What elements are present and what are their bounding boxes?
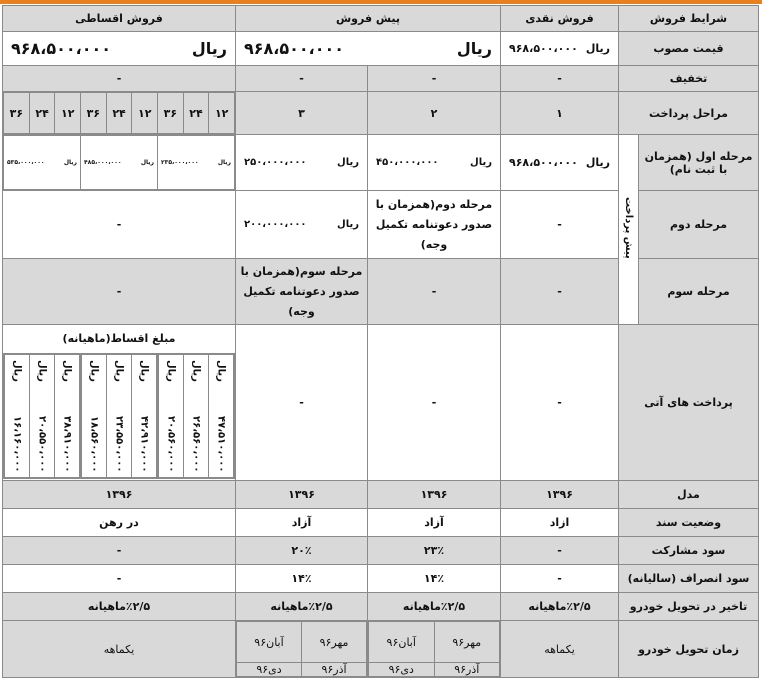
month-cell: ۱۲ <box>209 93 235 134</box>
stage1-inst-rial: ریال <box>217 159 231 166</box>
stage2-pre-b <box>236 191 368 259</box>
future-value: ۳۸،۹۱۰،۰۰۰ <box>61 415 73 472</box>
label-stage-1: مرحله اول (همزمان با ثبت نام) <box>639 135 759 191</box>
model-pre-b: ۱۳۹۶ <box>236 481 368 509</box>
price-installment <box>3 32 236 66</box>
month-cell: ۱۲ <box>55 93 81 134</box>
month-cell: ۱۲ <box>132 93 158 134</box>
row-model <box>3 481 759 509</box>
month-cell: ۲۴ <box>29 93 55 134</box>
top-accent-bar <box>0 0 762 4</box>
stage1-inst-value: ۲۳۵،۰۰۰،۰۰۰ <box>161 159 199 166</box>
row-approved-price <box>3 32 759 66</box>
delivery-month: آبان۹۶ <box>369 622 435 663</box>
label-cancel: سود انصراف (سالیانه) <box>619 565 759 593</box>
model-cash: ۱۳۹۶ <box>501 481 619 509</box>
cancel-pre-b: ۱۴٪ <box>236 565 368 593</box>
discount-installment: - <box>3 66 236 92</box>
stage1-inst-cell <box>4 136 81 190</box>
row-future-payments <box>3 325 759 481</box>
row-cancel <box>3 565 759 593</box>
future-value: ۲۳،۵۵۰،۰۰۰ <box>113 415 125 472</box>
future-rial: ریال <box>215 360 227 382</box>
row-partnership <box>3 537 759 565</box>
future-value: ۲۶،۵۶۰،۰۰۰ <box>190 415 202 472</box>
row-discount <box>3 66 759 92</box>
stage1-inst-cell <box>158 136 235 190</box>
stage1-inst-value: ۴۸۵،۰۰۰،۰۰۰ <box>84 159 122 166</box>
future-pre-a: - <box>368 325 501 481</box>
delivery-month: دی۹۶ <box>369 663 435 677</box>
row-stage-3 <box>3 259 759 325</box>
future-value: ۱۸،۵۶۰،۰۰۰ <box>88 415 100 472</box>
partnership-cash: - <box>501 537 619 565</box>
stage1-pre-b-rial: ریال <box>337 157 359 168</box>
label-discount: تخفیف <box>619 66 759 92</box>
cancel-installment: - <box>3 565 236 593</box>
row-stage-1 <box>3 135 759 191</box>
doc-cash: ازاد <box>501 509 619 537</box>
month-cell: ۳۶ <box>4 93 30 134</box>
stage1-inst-value: ۵۳۵،۰۰۰،۰۰۰ <box>7 159 45 166</box>
price-presale-rial: ریال <box>456 39 492 58</box>
stage1-pre-a-rial: ریال <box>470 157 492 168</box>
price-installment-value: ۹۶۸،۵۰۰،۰۰۰ <box>11 39 112 58</box>
future-cell <box>159 355 184 478</box>
partnership-pre-b: ۲۰٪ <box>236 537 368 565</box>
delay-pre-a: ٪۲/۵ماهیانه <box>368 593 501 621</box>
future-installment <box>3 325 236 481</box>
label-payment-stages: مراحل پرداخت <box>619 92 759 135</box>
row-payment-stages <box>3 92 759 135</box>
label-prepayment: پیش پرداخت <box>623 197 634 259</box>
month-cell: ۳۶ <box>81 93 107 134</box>
stage1-inst-rial: ریال <box>63 159 77 166</box>
delivery-pre-a-grid <box>368 621 500 677</box>
future-rial: ریال <box>138 360 150 382</box>
cancel-pre-a: ۱۴٪ <box>368 565 501 593</box>
stage1-installment-grid <box>3 135 235 190</box>
header-installment: فروش اقساطی <box>3 6 236 32</box>
label-approved-price: قیمت مصوب <box>619 32 759 66</box>
stage1-inst-rial: ریال <box>140 159 154 166</box>
cancel-cash: - <box>501 565 619 593</box>
delivery-pre-a <box>368 621 501 678</box>
future-rial: ریال <box>11 360 23 382</box>
label-delivery: زمان تحویل خودرو <box>619 621 759 678</box>
price-presale-value: ۹۶۸،۵۰۰،۰۰۰ <box>244 39 345 58</box>
delay-cash: ٪۲/۵ماهیانه <box>501 593 619 621</box>
stage2-pre-b-value: ۲۰۰،۰۰۰،۰۰۰ <box>244 219 307 230</box>
stage3-pre-a: - <box>368 259 501 325</box>
label-future-payments: پرداخت های آتی <box>619 325 759 481</box>
stages-pre-b: ۳ <box>236 92 368 135</box>
row-stage-2 <box>3 191 759 259</box>
stage1-cash-value: ۹۶۸،۵۰۰،۰۰۰ <box>509 156 578 169</box>
future-cell <box>82 355 107 478</box>
discount-cash: - <box>501 66 619 92</box>
row-doc-status <box>3 509 759 537</box>
future-value: ۴۲،۹۱۰،۰۰۰ <box>138 415 150 472</box>
stage2-pre-b-rial: ریال <box>337 219 359 230</box>
stage2-installment: - <box>3 191 236 259</box>
future-value: ۴۷،۵۱۰،۰۰۰ <box>215 415 227 472</box>
future-cash: - <box>501 325 619 481</box>
partnership-pre-a: ۲۳٪ <box>368 537 501 565</box>
doc-pre-a: آزاد <box>368 509 501 537</box>
delivery-pre-b-grid <box>236 621 367 677</box>
future-group-grid <box>158 354 234 478</box>
stage1-pre-b <box>236 135 368 191</box>
model-pre-a: ۱۳۹۶ <box>368 481 501 509</box>
doc-pre-b: آزاد <box>236 509 368 537</box>
future-cell <box>132 355 157 478</box>
future-cell <box>107 355 132 478</box>
header-cash: فروش نقدی <box>501 6 619 32</box>
price-cash-rial: ریال <box>585 42 610 55</box>
future-group-3 <box>4 354 81 479</box>
delivery-month: آذر۹۶ <box>434 663 500 677</box>
stage3-cash: - <box>501 259 619 325</box>
header-row <box>3 6 759 32</box>
price-cash <box>501 32 619 66</box>
delivery-month: آبان۹۶ <box>237 622 302 663</box>
header-presale: پیش فروش <box>236 6 501 32</box>
stage1-pre-b-value: ۲۵۰،۰۰۰،۰۰۰ <box>244 157 307 168</box>
discount-pre-a: - <box>368 66 501 92</box>
future-cell <box>184 355 209 478</box>
delivery-month: آذر۹۶ <box>302 663 367 677</box>
stage1-cash <box>501 135 619 191</box>
stage2-cash: - <box>501 191 619 259</box>
future-rial: ریال <box>113 360 125 382</box>
label-stage-2: مرحله دوم <box>639 191 759 259</box>
future-rial: ریال <box>165 360 177 382</box>
future-rial: ریال <box>36 360 48 382</box>
stages-months-grid <box>3 92 235 134</box>
future-cell <box>55 355 80 478</box>
month-cell: ۲۴ <box>183 93 209 134</box>
delivery-installment: یکماهه <box>3 621 236 678</box>
delivery-month: مهر۹۶ <box>302 622 367 663</box>
future-value: ۱۶،۱۶۰،۰۰۰ <box>11 415 23 472</box>
label-partnership: سود مشارکت <box>619 537 759 565</box>
future-cell <box>5 355 30 478</box>
partnership-installment: - <box>3 537 236 565</box>
future-group-grid <box>81 354 157 478</box>
stage3-pre-b-note: مرحله سوم(همزمان با صدور دعوتنامه تکمیل وجه) <box>236 259 368 325</box>
discount-pre-b: - <box>236 66 368 92</box>
stage1-inst-cell <box>81 136 158 190</box>
stage1-cash-rial: ریال <box>585 156 610 169</box>
month-cell: ۳۶ <box>158 93 184 134</box>
future-pre-b: - <box>236 325 368 481</box>
future-title: مبلغ اقساط(ماهیانه) <box>62 332 176 345</box>
future-group-grid <box>4 354 80 478</box>
future-value: ۲۰،۵۵۰،۰۰۰ <box>36 415 48 472</box>
stages-pre-a: ۲ <box>368 92 501 135</box>
month-cell: ۲۴ <box>106 93 132 134</box>
label-doc-status: وضعیت سند <box>619 509 759 537</box>
future-group-2 <box>81 354 158 479</box>
price-presale <box>236 32 501 66</box>
stage3-installment: - <box>3 259 236 325</box>
stage2-pre-a-note: مرحله دوم(همزمان با صدور دعوتنامه تکمیل وجه) <box>368 191 501 259</box>
model-installment: ۱۳۹۶ <box>3 481 236 509</box>
future-cell <box>30 355 55 478</box>
price-cash-value: ۹۶۸،۵۰۰،۰۰۰ <box>509 42 578 55</box>
future-group-1 <box>158 354 235 479</box>
future-rial: ریال <box>190 360 202 382</box>
delay-installment: ٪۲/۵ماهیانه <box>3 593 236 621</box>
price-installment-rial: ریال <box>191 39 227 58</box>
delivery-pre-b <box>236 621 368 678</box>
future-rial: ریال <box>88 360 100 382</box>
future-cell <box>209 355 234 478</box>
delay-pre-b: ٪۲/۵ماهیانه <box>236 593 368 621</box>
doc-installment: در رهن <box>3 509 236 537</box>
prepayment-side <box>619 135 639 325</box>
label-model: مدل <box>619 481 759 509</box>
header-conditions: شرایط فروش <box>619 6 759 32</box>
delivery-month: مهر۹۶ <box>434 622 500 663</box>
label-stage-3: مرحله سوم <box>639 259 759 325</box>
stage1-installment <box>3 135 236 191</box>
sales-conditions-table <box>2 5 759 678</box>
future-installment-grid <box>3 353 235 479</box>
stages-installment <box>3 92 236 135</box>
delivery-cash: یکماهه <box>501 621 619 678</box>
stages-cash: ۱ <box>501 92 619 135</box>
future-rial: ریال <box>61 360 73 382</box>
row-delay <box>3 593 759 621</box>
future-value: ۲۰،۵۶۰،۰۰۰ <box>165 415 177 472</box>
delivery-month: دی۹۶ <box>237 663 302 677</box>
stage1-pre-a-value: ۴۵۰،۰۰۰،۰۰۰ <box>376 157 439 168</box>
label-delay: تاخیر در تحویل خودرو <box>619 593 759 621</box>
stage1-pre-a <box>368 135 501 191</box>
row-delivery <box>3 621 759 678</box>
